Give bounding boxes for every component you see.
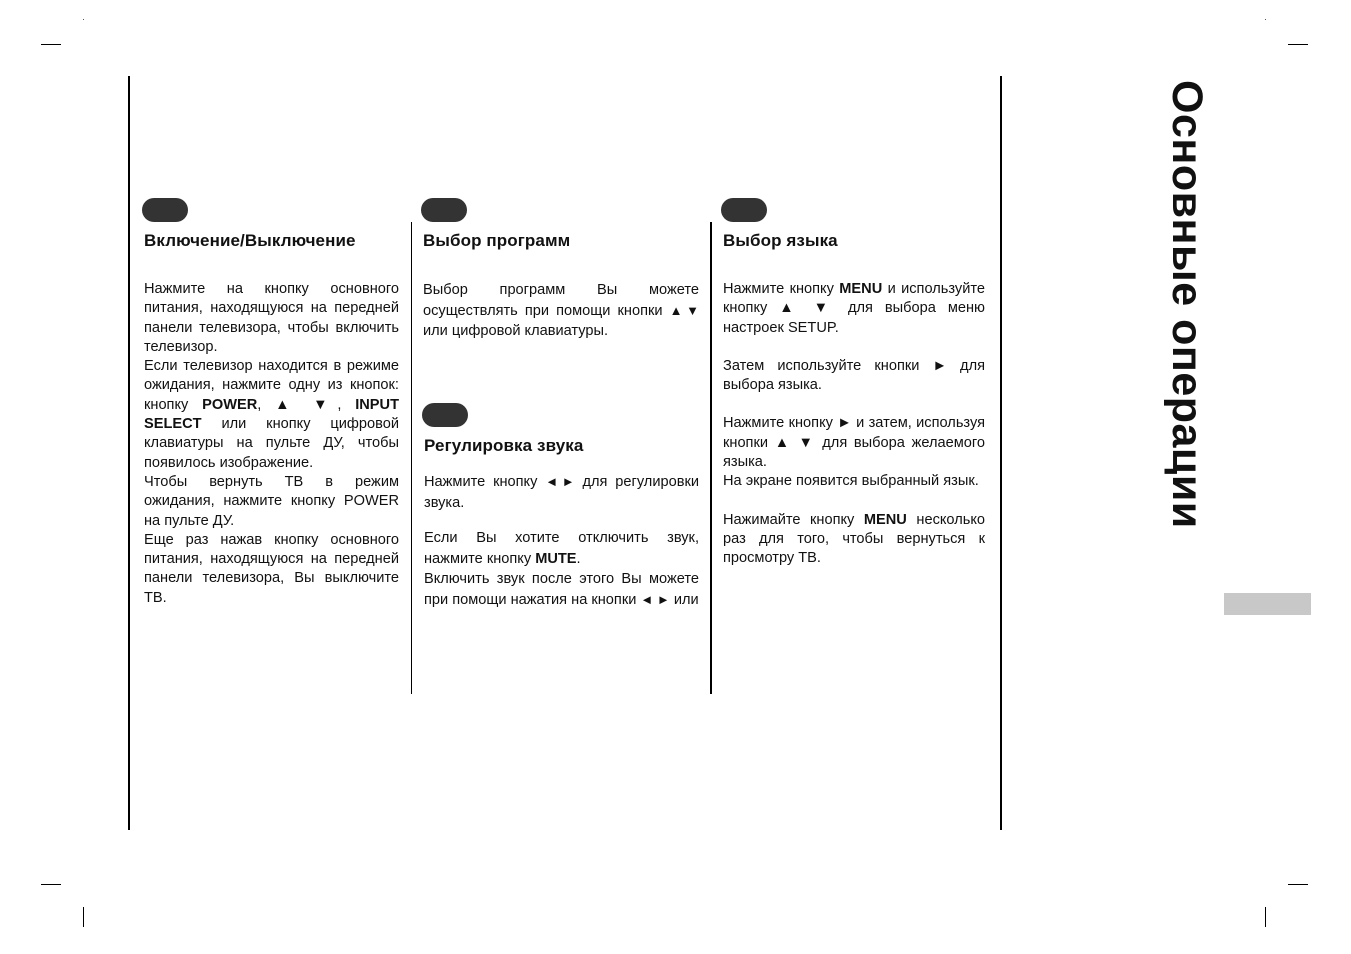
left-right-arrows-icon: ◄ ► (545, 474, 575, 489)
crop-mark (1288, 884, 1308, 885)
side-title (1162, 80, 1212, 560)
text: Если телевизор находится в режиме ожидания, нажмите одну из кнопок: кнопку (144, 358, 399, 413)
paragraph (423, 280, 699, 342)
text: Нажмите кнопку (424, 474, 546, 490)
left-border-line (128, 76, 130, 830)
crop-mark (41, 44, 61, 45)
menu-key-label: MENU (839, 281, 883, 297)
text: . (576, 550, 581, 567)
text: для регулировки звука. (424, 474, 699, 511)
paragraph: На экране появится выбранный язык. (723, 473, 979, 490)
paragraph (424, 472, 699, 513)
section-body-power (144, 280, 399, 608)
page-tab-marker (1224, 593, 1311, 615)
text: или цифровой клавиатуры. (423, 323, 609, 339)
menu-key-label: MENU (863, 511, 907, 528)
text: Если Вы хотите отключить звук, нажмите кнопку (424, 530, 699, 567)
section-heading-programs: Выбор программ (423, 231, 571, 250)
text: несколько раз для того, чтобы вернуться к просмотру ТВ. (723, 511, 985, 567)
power-key-label: POWER (202, 396, 258, 413)
registration-dot (1265, 19, 1266, 20)
section-badge (721, 198, 767, 222)
paragraph: Затем используйте кнопки ► для выбора языка. (723, 357, 985, 394)
mute-key-label: MUTE (535, 550, 577, 567)
crop-mark (1265, 907, 1266, 927)
paragraph: Чтобы вернуть ТВ в режим ожидания, нажмите кнопку POWER на пульте ДУ. (144, 473, 399, 529)
text: или кнопку цифровой клавиатуры на пульте ДУ, чтобы появилось изображение. (144, 416, 399, 471)
section-badge (422, 403, 468, 427)
section-body-language (723, 280, 985, 569)
text: Нажимайте кнопку (723, 511, 864, 528)
crop-mark (83, 907, 84, 927)
text: и используйте кнопку ▲ ▼ для выбора меню настроек SETUP. (723, 281, 985, 336)
section-body-sound (424, 472, 699, 610)
section-body-programs (423, 280, 699, 342)
up-down-arrows-icon: ▲ ▼ (669, 302, 699, 318)
paragraph (144, 357, 399, 473)
paragraph (723, 280, 985, 338)
input-select-key-label: INPUT SELECT (144, 396, 399, 433)
text: Нажмите кнопку (723, 281, 840, 297)
column-divider (710, 222, 712, 694)
section-heading-power: Включение/Выключение (144, 231, 356, 250)
section-heading-sound: Регулировка звука (424, 436, 584, 455)
right-border-line (1000, 76, 1002, 830)
side-title-text: Основные операции (1163, 80, 1211, 529)
crop-mark (1288, 44, 1308, 45)
column-divider (411, 222, 412, 694)
registration-dot (83, 19, 84, 20)
paragraph (424, 569, 699, 610)
paragraph (424, 528, 699, 569)
text: Включить звук после этого Вы можете при помощи нажатия на кнопки (424, 571, 699, 608)
paragraph: Нажмите кнопку ► и затем, используя кнопки ▲ ▼ для выбора желаемого языка. (723, 415, 985, 471)
section-badge (421, 198, 467, 222)
text: , ▲ ▼, (257, 396, 356, 413)
text: Выбор программ Вы можете осуществлять при помощи кнопки (423, 282, 699, 319)
section-heading-language: Выбор языка (723, 231, 838, 250)
paragraph: Еще раз нажав кнопку основного питания, находящуюся на передней панели телевизора, Вы выключите ТВ. (144, 531, 399, 606)
left-right-arrows-icon: ◄ ► (640, 591, 670, 607)
crop-mark (41, 884, 61, 885)
paragraph (723, 511, 985, 569)
text: или (669, 591, 699, 608)
section-badge (142, 198, 188, 222)
paragraph: Нажмите на кнопку основного питания, находящуюся на передней панели телевизора, чтобы включить телевизор. (144, 281, 399, 355)
